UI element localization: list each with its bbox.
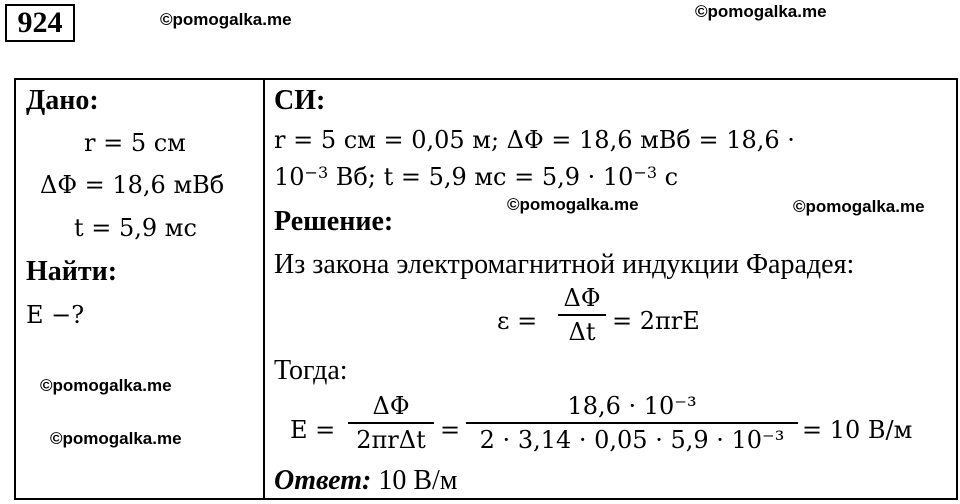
given-flux: ΔΦ = 18,6 мВб	[40, 171, 225, 199]
watermark: ©pomogalka.me	[40, 376, 172, 395]
eq2-left: E =	[290, 416, 336, 444]
answer-label: Ответ:	[274, 465, 372, 496]
watermark: ©pomogalka.me	[507, 195, 639, 214]
eq2-fraction-1: ΔΦ 2πrΔt	[348, 392, 434, 454]
given-label: Дано:	[26, 85, 99, 116]
answer-value: 10 В/м	[371, 465, 458, 496]
given-radius: r = 5 см	[84, 129, 186, 157]
eq2-result: = 10 В/м	[802, 416, 913, 444]
watermark: ©pomogalka.me	[50, 429, 182, 448]
then-text: Тогда:	[274, 355, 348, 386]
watermark: ©pomogalka.me	[695, 2, 827, 21]
problem-number: 924	[5, 4, 75, 42]
column-divider	[263, 78, 265, 500]
answer-line	[274, 466, 458, 496]
si-line-1: r = 5 см = 0,05 м; ΔΦ = 18,6 мВб = 18,6 ·	[274, 126, 795, 154]
eq2-fraction-2: 18,6 · 10⁻³ 2 · 3,14 · 0,05 · 5,9 · 10⁻³	[466, 392, 798, 454]
watermark: ©pomogalka.me	[160, 10, 292, 29]
eq1-fraction: ΔΦ Δt	[558, 284, 606, 346]
si-line-2: $10^{-3}$ Вб; t = 5,9 мс = $5,9 \cdot 10^{-3}$ с	[274, 163, 679, 191]
eq1-left: ε =	[497, 307, 538, 335]
si-label: СИ:	[274, 85, 326, 116]
eq1-right: = 2πrE	[612, 307, 700, 335]
given-time: t = 5,9 мс	[74, 214, 197, 242]
find-value: E −?	[26, 301, 85, 329]
law-text: Из закона электромагнитной индукции Фарадея:	[274, 249, 855, 280]
solution-label: Решение:	[274, 206, 394, 237]
watermark: ©pomogalka.me	[793, 197, 925, 216]
eq2-equals: =	[440, 416, 461, 444]
find-label: Найти:	[26, 256, 118, 287]
